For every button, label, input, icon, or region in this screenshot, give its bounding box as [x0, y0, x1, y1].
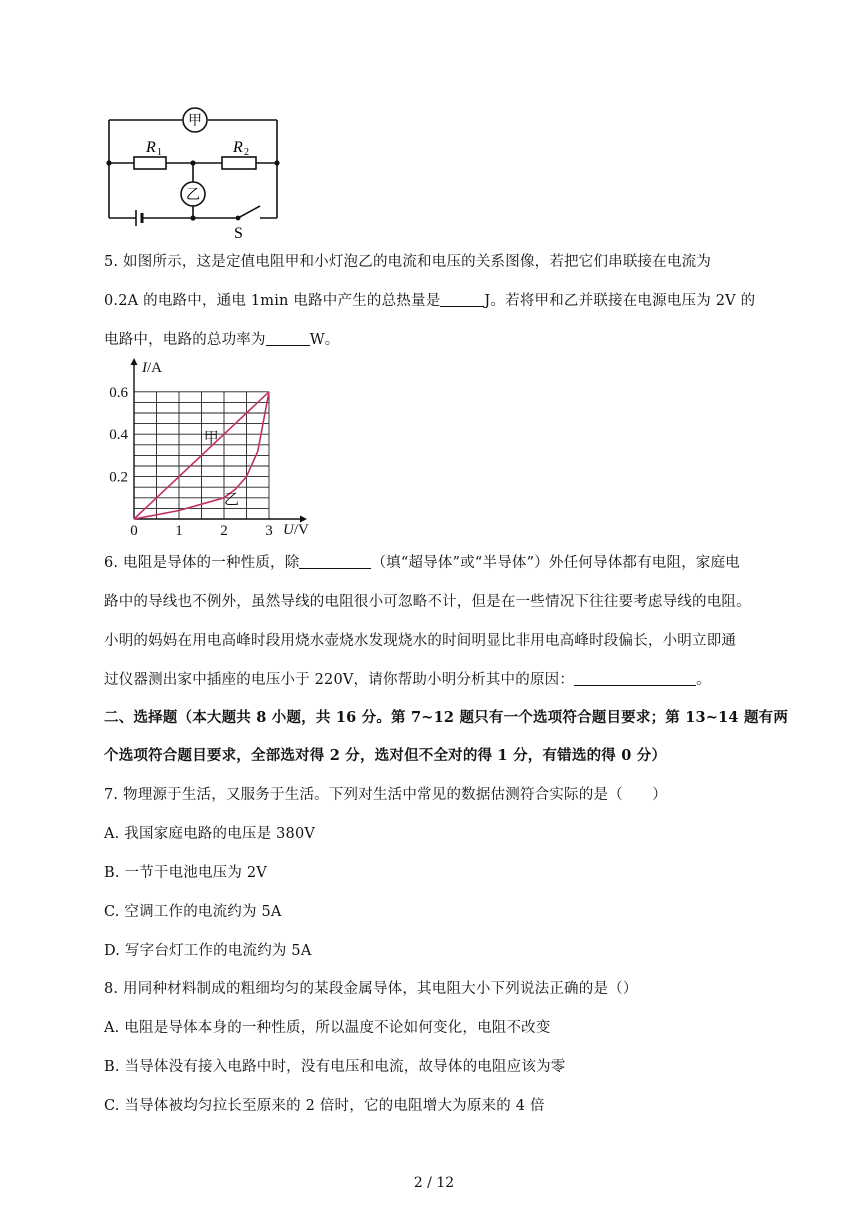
q5-line-3-text-b: W。: [309, 332, 340, 348]
switch-pivot: [236, 216, 241, 221]
q5-line-2: [104, 289, 755, 310]
q7-option-c: C. 空调工作的电流约为 5A: [104, 904, 282, 920]
x-tick-label: 0: [130, 523, 138, 538]
r2-label: R: [233, 139, 243, 156]
q7-option-b: B. 一节干电池电压为 2V: [104, 865, 267, 881]
q5-blank-heat: [440, 292, 484, 307]
q8-option-c: C. 当导体被均匀拉长至原来的 2 倍时，它的电阻增大为原来的 4 倍: [104, 1098, 545, 1114]
section-2-header-line-1: 二、选择题（本大题共 8 小题，共 16 分。第 7~12 题只有一个选项符合题目要求；第 13~14 题有两: [104, 709, 789, 726]
y-tick-label: 0.6: [109, 384, 128, 401]
x-tick-label: 2: [220, 523, 228, 538]
q5-blank-power: [266, 331, 310, 346]
series-label-jia: 甲: [203, 430, 219, 447]
x-tick-label: 1: [175, 523, 183, 538]
r1-label: R: [146, 139, 156, 156]
x-axis-label: U/V: [283, 522, 309, 538]
switch-label: S: [234, 225, 243, 240]
q6-line-4: [104, 668, 711, 689]
q6-line-1-text-b: （填“超导体”或“半导体”）外任何导体都有电阻，家庭电: [371, 555, 741, 571]
q5-line-3: [104, 328, 340, 349]
page-number: 2 / 12: [413, 1175, 455, 1191]
junction-dot: [190, 215, 195, 220]
q8-option-a: A. 电阻是导体本身的一种性质，所以温度不论如何变化，电阻不改变: [104, 1020, 551, 1036]
r1-subscript: 1: [157, 147, 162, 158]
section-2-header-line-2: 个选项符合题目要求，全部选对得 2 分，选对但不全对的得 1 分，有错选的得 0 分）: [104, 747, 667, 764]
q5-line-1: 5. 如图所示，这是定值电阻甲和小灯泡乙的电流和电压的关系图像，若把它们串联接在电流为: [104, 254, 712, 270]
q6-line-2: 路中的导线也不例外，虽然导线的电阻很小可忽略不计，但是在一些情况下往往要考虑导线的电阻。: [104, 594, 751, 610]
q7-stem: 7. 物理源于生活，又服务于生活。下列对生活中常见的数据估测符合实际的是（ ）: [104, 787, 667, 803]
junction-dot: [106, 160, 111, 165]
q6-line-4-text-a: 过仪器测出家中插座的电压小于 220V，请你帮助小明分析其中的原因：: [104, 672, 575, 688]
lamp-yi-label: 乙: [186, 188, 200, 203]
q6-blank-reason: [574, 671, 696, 686]
r2-subscript: 2: [244, 147, 249, 158]
lamp-jia-label: 甲: [188, 114, 202, 129]
q8-stem: 8. 用同种材料制成的粗细均匀的某段金属导体，其电阻大小下列说法正确的是（）: [104, 981, 638, 997]
q6-blank-material: [299, 554, 371, 569]
y-axis-label: I/A: [142, 360, 162, 376]
circuit-diagram: [100, 98, 290, 240]
q8-option-b: B. 当导体没有接入电路中时，没有电压和电流，故导体的电阻应该为零: [104, 1059, 566, 1075]
junction-dot: [190, 160, 195, 165]
y-tick-label: 0.2: [109, 469, 128, 486]
y-tick-label: 0.4: [109, 427, 128, 444]
q7-option-d: D. 写字台灯工作的电流约为 5A: [104, 943, 312, 959]
q7-option-a: A. 我国家庭电路的电压是 380V: [104, 826, 316, 842]
x-tick-label: 3: [265, 523, 273, 538]
q6-line-1-text-a: 6. 电阻是导体的一种性质，除: [104, 555, 300, 571]
junction-dot: [274, 160, 279, 165]
q5-line-2-text-b: J。若将甲和乙并联接在电源电压为 2V 的: [484, 293, 756, 309]
y-axis-arrow: [131, 358, 138, 365]
iu-chart: [100, 356, 320, 538]
series-label-yi: 乙: [224, 492, 240, 509]
q5-line-2-text-a: 0.2A 的电路中，通电 1min 电路中产生的总热量是: [104, 293, 441, 309]
q5-line-3-text-a: 电路中，电路的总功率为: [104, 332, 266, 348]
q6-line-4-text-b: 。: [696, 672, 711, 688]
q6-line-1: [104, 551, 740, 572]
q6-line-3: 小明的妈妈在用电高峰时段用烧水壶烧水发现烧水的时间明显比非用电高峰时段偏长，小明立即通: [104, 633, 737, 649]
